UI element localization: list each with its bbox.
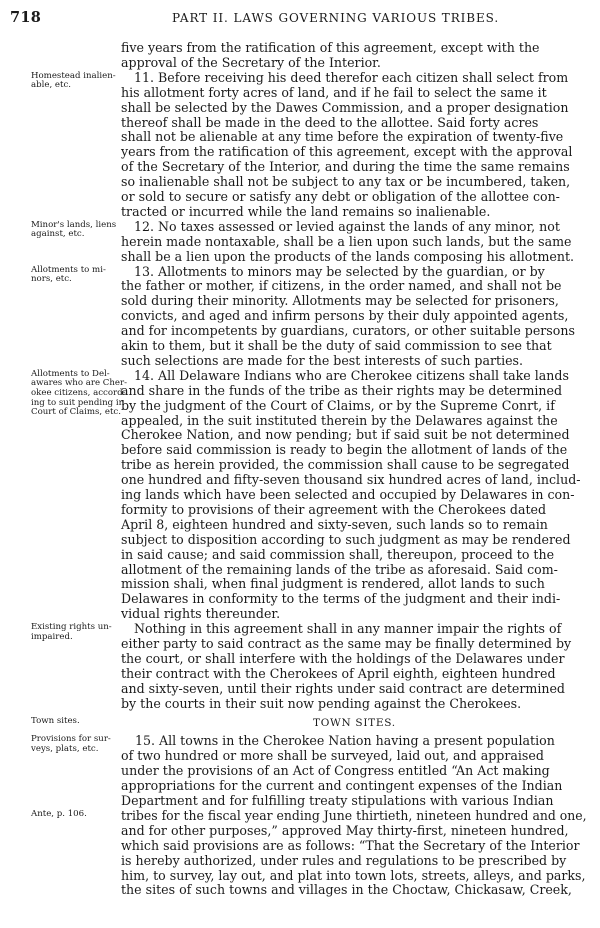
body-line: under the provisions of an Act of Congress entitled “An Act making [121, 763, 550, 779]
body-line: shall be selected by the Dawes Commission, and a proper designation [121, 99, 569, 115]
margin-note-delawares: Allotments to Del- awares who are Cher- okee citizens, accord- ing to suit pending in Court of Claims, etc. [31, 368, 127, 418]
body-line: the court, or shall interfere with the holdings of the Delawares under [121, 650, 565, 666]
page-number: 718 [10, 9, 42, 26]
body-line: either party to said contract as the same may be finally determined by [121, 636, 572, 651]
margin-note-town-sites: Town sites. [31, 715, 80, 726]
page-header [10, 9, 592, 29]
body-line: is hereby authorized, under rules and regulations to be prescribed by [121, 852, 567, 868]
body-line: thereof shall be made in the deed to the allottee. Said forty acres [121, 114, 539, 130]
body-line: tracted or incurred while the land remains so inalienable. [121, 203, 491, 219]
body-line: Nothing in this agreement shall in any manner impair the rights of [134, 621, 562, 637]
margin-note-minors-lands: Minor's lands, liens against, etc. [31, 219, 117, 240]
body-line: and for incompetents by guardians, curators, or other suitable persons [121, 323, 575, 339]
body-line: in said cause; and said commission shall, thereupon, proceed to the [121, 546, 555, 562]
body-line: such selections are made for the best interests of such parties. [121, 352, 524, 368]
body-line: the sites of such towns and villages in the Choctaw, Chickasaw, Creek, [121, 882, 572, 898]
body-line: which said provisions are as follows: “That the Secretary of the Interior [121, 837, 580, 853]
body-line: April 8, eighteen hundred and sixty-seven, such lands so to remain [121, 516, 548, 532]
body-line: 14. All Delaware Indians who are Cherokee citizens shall take lands [134, 367, 569, 383]
body-line: 13. Allotments to minors may be selected by the guardian, or by [134, 263, 545, 279]
body-line: akin to them, but it shall be the duty of said commission to see that [121, 338, 552, 353]
body-line: mission shali, when final judgment is rendered, allot lands to such [121, 576, 545, 592]
margin-note-existing-rights: Existing rights un- impaired. [31, 622, 112, 642]
body-line: 15. All towns in the Cherokee Nation having a present population [135, 733, 555, 749]
body-line: and for other purposes,” approved May thirty-first, nineteen hundred, [121, 822, 569, 838]
body-line: before said commission is ready to begin the allotment of lands of the [121, 442, 568, 458]
body-line: of the Secretary of the Interior, and during the time the same remains [121, 159, 570, 175]
margin-note-provisions-surveys: Provisions for sur- veys, plats, etc. [31, 734, 111, 754]
body-line: allotment of the remaining lands of the tribe as aforesaid. Said com- [121, 561, 558, 577]
body-line: and sixty-seven, until their rights under said contract are determined [121, 680, 565, 696]
body-line: by the courts in their suit now pending against the Cherokees. [121, 695, 522, 711]
body-line: convicts, and aged and infirm persons by their duly appointed agents, [121, 308, 569, 324]
body-line: so inalienable shall not be subject to any tax or be incumbered, taken, [121, 174, 571, 190]
body-line: ing lands which have been selected and occupied by Delawares in con- [121, 487, 575, 502]
body-line: vidual rights thereunder. [121, 606, 281, 622]
body-line: subject to disposition according to such judgment as may be rendered [121, 531, 571, 547]
body-line: 12. No taxes assessed or levied against the lands of any minor, not [134, 218, 560, 234]
body-line: Cherokee Nation, and now pending; but if said suit be not determined [121, 427, 570, 443]
running-title: PART II. LAWS GOVERNING VARIOUS TRIBES. [172, 11, 500, 25]
body-line: formity to provisions of their agreement with the Cherokees dated [121, 501, 547, 517]
body-line: and share in the funds of the tribe as their rights may be determined [121, 382, 563, 398]
body-line: years from the ratification of this agreement, except with the approval [121, 144, 573, 160]
body-line: approval of the Secretary of the Interior. [121, 54, 381, 70]
body-line: sold during their minority. Allotments may be selected for prisoners, [121, 293, 559, 309]
body-line: tribe as herein provided, the commission shall cause to be segregated [121, 457, 570, 473]
body-line: by the judgment of the Court of Claims, or by the Supreme Conrt, if [121, 397, 555, 413]
body-line: or sold to secure or satisfy any debt or obligation of the allottee con- [121, 189, 560, 204]
body-line: Department and for fulfilling treaty stipulations with various Indian [121, 793, 554, 808]
body-line: appropriations for the current and contingent expenses of the Indian [121, 778, 563, 794]
margin-note-homestead: Homestead inalien- able, etc. [31, 70, 116, 91]
body-line: five years from the ratification of this agreement, except with the [121, 40, 540, 55]
body-line: one hundred and fifty-seven thousand six hundred acres of land, includ- [121, 472, 581, 488]
body-line: his allotment forty acres of land, and if he fail to select the same it [121, 84, 547, 100]
margin-note-allotments-minors: Allotments to mi- nors, etc. [31, 264, 106, 285]
body-line: shall be a lien upon the products of the lands composing his allotment. [121, 248, 575, 264]
body-line: Delawares in conformity to the terms of the judgment and their indi- [121, 591, 561, 607]
body-line: shall not be alienable at any time before the expiration of twenty-five [121, 129, 564, 145]
margin-note-ante: Ante, p. 106. [31, 808, 87, 819]
body-line: their contract with the Cherokees of April eighth, eighteen hundred [121, 665, 556, 681]
body-line: 11. Before receiving his deed therefor each citizen shall select from [134, 69, 569, 85]
body-line: appealed, in the suit instituted therein by the Delawares against the [121, 412, 558, 428]
body-line: tribes for the fiscal year ending June thirtieth, nineteen hundred and one, [121, 807, 587, 823]
section-heading: TOWN SITES. [313, 716, 396, 729]
body-line: him, to survey, lay out, and plat into town lots, streets, alleys, and parks, [121, 867, 586, 883]
body-line: herein made nontaxable, shall be a lien upon such lands, but the same [121, 233, 572, 249]
body-line: the father or mother, if citizens, in the order named, and shall not be [121, 278, 562, 294]
body-line: of two hundred or more shall be surveyed, laid out, and appraised [121, 748, 544, 764]
